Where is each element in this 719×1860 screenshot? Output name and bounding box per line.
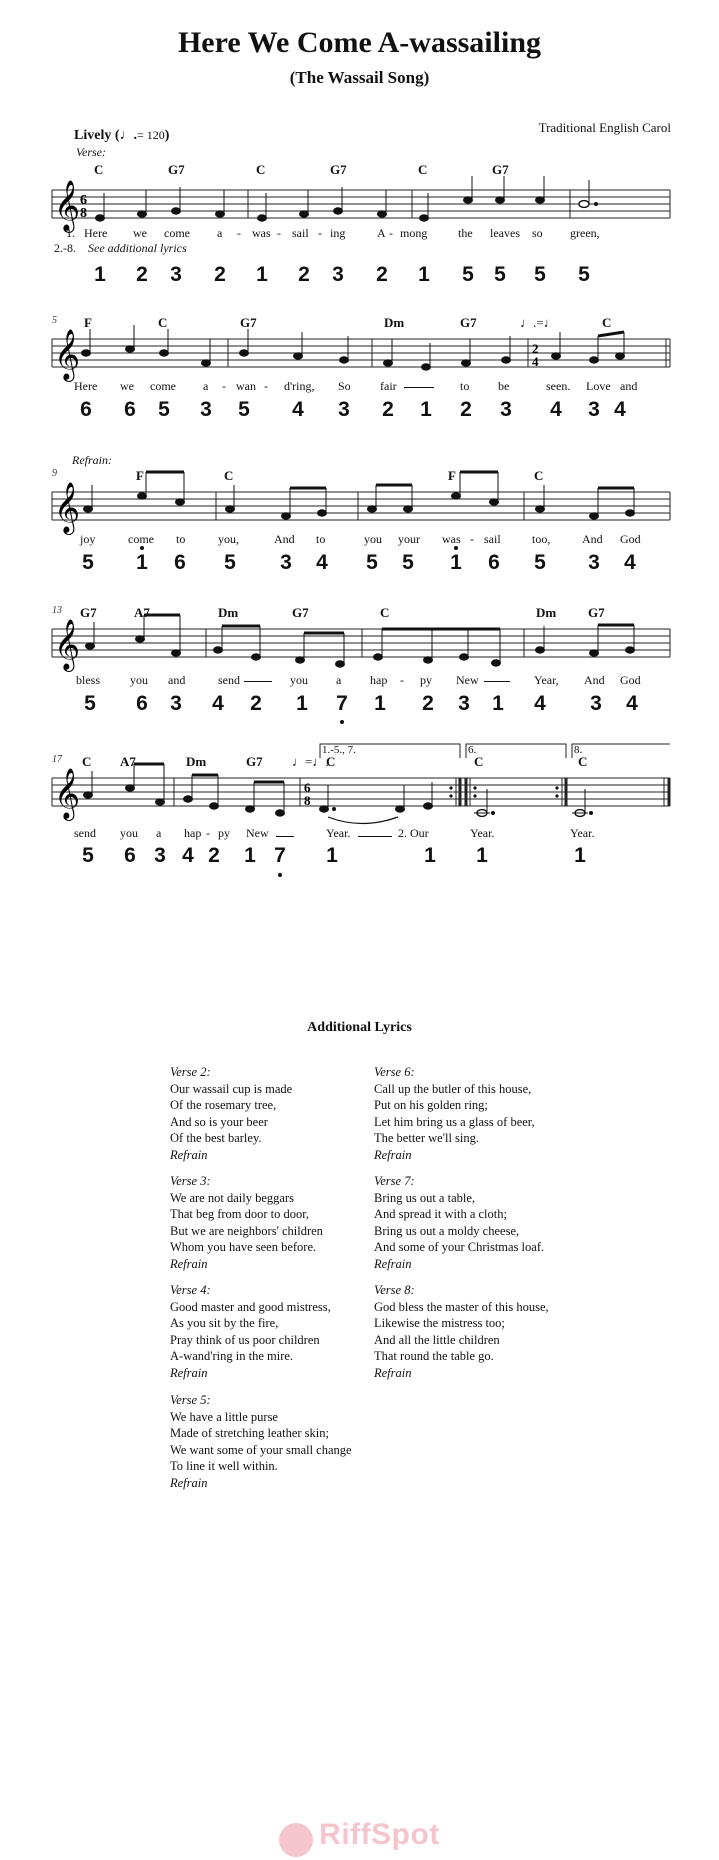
scale-degree: 2 (208, 844, 220, 867)
svg-text:𝄞: 𝄞 (54, 330, 81, 379)
lyric: And (582, 532, 603, 546)
scale-degree: 6 (124, 844, 136, 867)
staff-system-4 (0, 605, 719, 730)
lyric: hap (370, 673, 388, 687)
scale-degree: 1 (244, 844, 256, 867)
measure-number: 5 (52, 315, 57, 326)
verse-line: The better we'll sing. (374, 1131, 479, 1145)
scale-degree: 1 (420, 398, 432, 421)
lyric: you (130, 673, 148, 687)
scale-degree: 6 (124, 398, 136, 421)
lyric: you (364, 532, 382, 546)
lyric: so (532, 226, 543, 240)
scale-degree: 2 (422, 692, 434, 715)
scale-degree: 4 (316, 551, 328, 574)
lyric-hyphen: - (470, 532, 474, 546)
refrain-label: Refrain: (72, 453, 112, 467)
lyric: you (290, 673, 308, 687)
chord: C (474, 754, 484, 769)
verse-heading: Verse 4: (170, 1283, 211, 1297)
scale-degree: 1 (574, 844, 586, 867)
lyric: 2. Our (398, 826, 429, 840)
verse-heading: Verse 3: (170, 1174, 211, 1188)
scale-degree: 1 (374, 692, 386, 715)
chord: C (256, 162, 266, 177)
scale-degree: 1 (418, 263, 430, 286)
scale-degree: 5 (462, 263, 474, 286)
ending-bracket-label: 6. (468, 744, 477, 756)
lyric: bless (76, 673, 100, 687)
scale-degree: 2 (382, 398, 394, 421)
scale-degree: 3 (590, 692, 602, 715)
chord: C (578, 754, 588, 769)
additional-lyrics-heading: Additional Lyrics (307, 1020, 412, 1035)
lyric-hyphen: - (206, 826, 210, 840)
staff-system-1 (0, 160, 719, 300)
svg-text:𝄞: 𝄞 (54, 483, 81, 532)
chord: G7 (246, 754, 263, 769)
see-additional-lyrics: See additional lyrics (88, 241, 187, 255)
refrain-marker: Refrain (170, 1147, 208, 1162)
chord: G7 (588, 605, 605, 620)
scale-degree: 3 (280, 551, 292, 574)
lyric: come (150, 379, 176, 393)
verse-line: Our wassail cup is made (170, 1081, 293, 1096)
scale-degree: 3 (170, 692, 182, 715)
lyric: to (176, 532, 186, 546)
lyric: Here (84, 226, 108, 240)
scale-degree: 4 (182, 844, 194, 867)
scale-degree-high: 1 (136, 551, 148, 574)
verse-line: To line it well within. (170, 1459, 278, 1473)
tempo-value: = 120 (137, 128, 165, 142)
scale-degree-high: 1 (450, 551, 462, 574)
svg-text:2: 2 (532, 341, 539, 356)
scale-degree: 3 (588, 398, 600, 421)
scale-degree: 2 (298, 263, 310, 286)
scale-degree: 4 (614, 398, 626, 421)
measure-number: 9 (52, 468, 57, 479)
chord: C (380, 605, 390, 620)
ending-bracket-label: 8. (574, 744, 583, 756)
verse-block (170, 1064, 292, 1163)
guitar-pick-icon (279, 1823, 313, 1857)
chord: C (158, 315, 168, 330)
lyric: Year, (534, 673, 559, 687)
lyric: too, (532, 532, 551, 546)
scale-degree: 4 (550, 398, 562, 421)
lyric-hyphen: - (222, 379, 226, 393)
scale-degree: 4 (626, 692, 638, 715)
lyric: mong (400, 226, 428, 240)
page-subtitle: (The Wassail Song) (289, 68, 430, 87)
lyric: your (398, 532, 420, 546)
scale-degree: 5 (158, 398, 170, 421)
verse-number: 2.-8. (54, 241, 76, 255)
verse-line: As you sit by the fire, (170, 1316, 279, 1330)
scale-degree: 6 (136, 692, 148, 715)
scale-degree: 5 (578, 263, 590, 286)
verse-line: We have a little purse (170, 1409, 278, 1424)
verse-line: Made of stretching leather skin; (170, 1426, 329, 1440)
refrain-marker: Refrain (374, 1147, 412, 1162)
lyric-hyphen: - (237, 226, 241, 240)
scale-degree: 1 (492, 692, 504, 715)
verse-line: Put on his golden ring; (374, 1098, 488, 1112)
lyric: a (203, 379, 209, 393)
lyric: a (217, 226, 223, 240)
verse-line: That beg from door to door, (170, 1207, 310, 1221)
verse-block (374, 1173, 544, 1272)
svg-text:6: 6 (304, 780, 311, 795)
staff-system-3 (0, 468, 719, 588)
low-dots (0, 740, 719, 880)
svg-text:8: 8 (304, 793, 311, 808)
scale-degree: 2 (250, 692, 262, 715)
verse-line: That round the table go. (374, 1349, 494, 1363)
chord: C (94, 162, 104, 177)
lyric: d'ring, (284, 379, 315, 393)
refrain-marker: Refrain (374, 1365, 412, 1380)
chord: C (418, 162, 428, 177)
verse-line: We are not daily beggars (170, 1190, 294, 1205)
verse-label: Verse: (76, 145, 106, 159)
lyric: Year. (470, 826, 495, 840)
chord: G7 (492, 162, 509, 177)
scale-degree: 5 (494, 263, 506, 286)
high-dots (0, 468, 719, 588)
scale-degree: 5 (238, 398, 250, 421)
verse-line: Whom you have seen before. (170, 1240, 317, 1254)
lyric: you, (218, 532, 239, 546)
lyric: seen. (546, 379, 571, 393)
scale-degree: 5 (82, 844, 94, 867)
refrain-marker: Refrain (374, 1256, 412, 1271)
verse-line: Pray think of us poor children (170, 1332, 320, 1347)
refrain-marker: Refrain (170, 1365, 208, 1380)
verse-block (374, 1064, 535, 1163)
scale-degree: 5 (402, 551, 414, 574)
measure-number: 17 (52, 754, 62, 765)
chord: G7 (460, 315, 477, 330)
verse-line: We want some of your small change (170, 1442, 352, 1457)
scale-degree: 1 (476, 844, 488, 867)
svg-text:8: 8 (80, 206, 87, 221)
lyric: And (274, 532, 295, 546)
verse-line: Likewise the mistress too; (374, 1316, 505, 1330)
scale-degree: 1 (326, 844, 338, 867)
verse-line: And so is your beer (170, 1114, 268, 1129)
refrain-marker: Refrain (170, 1475, 208, 1490)
ending-bracket-label: 1.-5., 7. (322, 744, 356, 756)
chord: G7 (168, 162, 185, 177)
verse-block (170, 1173, 323, 1272)
verse-line: A-wand'ring in the mire. (170, 1349, 294, 1363)
chord: G7 (330, 162, 347, 177)
lyric-hyphen: - (277, 226, 281, 240)
lyric: New (456, 673, 479, 687)
verse-line: And some of your Christmas loaf. (374, 1240, 545, 1254)
lyric: was (252, 226, 271, 240)
scale-degree: 2 (214, 263, 226, 286)
lyric: green, (570, 226, 600, 240)
chord: C (534, 468, 544, 483)
svg-text:𝄞: 𝄞 (54, 769, 81, 818)
lyric: fair (380, 379, 397, 393)
svg-text:6: 6 (80, 193, 87, 208)
dotted-quarter-note-icon: ♩. (119, 128, 138, 143)
scale-degree: 4 (292, 398, 304, 421)
lyric: sail (484, 532, 501, 546)
lyric: to (460, 379, 470, 393)
measure-number: 13 (52, 605, 62, 616)
scale-degree: 6 (488, 551, 500, 574)
scale-degree: 6 (174, 551, 186, 574)
lyric: Love (586, 379, 611, 393)
scale-degree: 3 (154, 844, 166, 867)
verse-line: And spread it with a cloth; (374, 1207, 507, 1221)
chord: Dm (218, 605, 239, 620)
scale-degree: 3 (338, 398, 350, 421)
tempo-change-marking: ♩=♩. (292, 754, 329, 769)
scale-degree: 1 (256, 263, 268, 286)
scale-degree: 5 (224, 551, 236, 574)
lyric: be (498, 379, 510, 393)
lyric: wan (236, 379, 256, 393)
lyric: leaves (490, 226, 520, 240)
scale-degree: 1 (94, 263, 106, 286)
chord: Dm (384, 315, 405, 330)
verse-line: Bring us out a table, (374, 1190, 476, 1205)
lyric: we (133, 226, 147, 240)
lyric: send (74, 826, 96, 840)
lyric-hyphen: - (318, 226, 322, 240)
lyric: New (246, 826, 269, 840)
verse-line: But we are neighbors' children (170, 1223, 323, 1238)
verse-heading: Verse 2: (170, 1065, 211, 1079)
lyric: hap (184, 826, 202, 840)
verse-line: Let him bring us a glass of beer, (374, 1114, 535, 1129)
verse-line: And all the little children (374, 1332, 500, 1347)
chord: G7 (292, 605, 309, 620)
riffspot-logo[interactable] (0, 1818, 719, 1857)
lyric: and (168, 673, 186, 687)
lyric: God (620, 673, 641, 687)
chord: A7 (120, 754, 136, 769)
scale-degree: 4 (212, 692, 224, 715)
scale-degree: 4 (534, 692, 546, 715)
chord: C (602, 315, 612, 330)
chord: C (82, 754, 92, 769)
verse-block (374, 1282, 549, 1381)
lyric: the (458, 226, 473, 240)
chord: C (326, 754, 336, 769)
lyric: joy (80, 532, 96, 546)
chord: Dm (186, 754, 207, 769)
verse-line: Of the best barley. (170, 1131, 262, 1145)
lyric: a (156, 826, 162, 840)
scale-degree: 6 (80, 398, 92, 421)
tempo-marking: Lively (♩.= 120) (74, 128, 170, 143)
verse-line: Bring us out a moldy cheese, (374, 1223, 520, 1238)
verse-block (170, 1392, 352, 1491)
scale-degree: 4 (624, 551, 636, 574)
lyric: and (620, 379, 638, 393)
lyric: So (338, 379, 351, 393)
lyric: py (420, 673, 432, 687)
scale-degree: 5 (534, 551, 546, 574)
lyric: Here (74, 379, 98, 393)
lyric: py (218, 826, 230, 840)
chord: F (84, 315, 92, 330)
verse-heading: Verse 5: (170, 1393, 211, 1407)
lyric-hyphen: - (389, 226, 393, 240)
verse-line: God bless the master of this house, (374, 1299, 549, 1314)
lyric: A (377, 226, 386, 240)
lyric: to (316, 532, 326, 546)
lyric: And (584, 673, 605, 687)
verse-line: Call up the butler of this house, (374, 1081, 532, 1096)
scale-degree: 1 (424, 844, 436, 867)
scale-degree: 3 (458, 692, 470, 715)
staff-system-2 (0, 315, 719, 435)
scale-degree: 5 (84, 692, 96, 715)
lyric: Year. (570, 826, 595, 840)
verse-number: 1. (66, 226, 75, 240)
page-title: Here We Come A-wassailing (177, 26, 542, 59)
chord: G7 (80, 605, 97, 620)
scale-degree: 5 (534, 263, 546, 286)
chord: C (224, 468, 234, 483)
svg-text:4: 4 (532, 354, 539, 369)
lyric: come (164, 226, 190, 240)
scale-degree: 5 (82, 551, 94, 574)
verse-heading: Verse 7: (374, 1174, 415, 1188)
staff-system-5 (0, 740, 719, 880)
verse-block (170, 1282, 331, 1381)
scale-degree: 3 (500, 398, 512, 421)
brand-name: RiffSpot (319, 1818, 440, 1851)
svg-text:𝄞: 𝄞 (54, 620, 81, 669)
treble-clef-icon: 𝄞 (54, 181, 81, 230)
lyric: a (336, 673, 342, 687)
lyric: ing (330, 226, 346, 240)
scale-degree: 2 (136, 263, 148, 286)
scale-degree: 3 (588, 551, 600, 574)
lyric: sail (292, 226, 309, 240)
low-dots (0, 605, 719, 730)
verse-line: Good master and good mistress, (170, 1299, 331, 1314)
lyric-hyphen: - (264, 379, 268, 393)
scale-degree: 3 (170, 263, 182, 286)
tempo-label: Lively (74, 128, 112, 143)
verse-heading: Verse 6: (374, 1065, 415, 1079)
verse-heading: Verse 8: (374, 1283, 415, 1297)
lyric: Year. (326, 826, 351, 840)
chord: F (136, 468, 144, 483)
scale-degree: 3 (332, 263, 344, 286)
chord: G7 (240, 315, 257, 330)
lyric: send (218, 673, 240, 687)
scale-degree-low: 7 (274, 844, 286, 867)
refrain-marker: Refrain (170, 1256, 208, 1271)
composer-credit: Traditional English Carol (538, 120, 671, 135)
verse-line: Of the rosemary tree, (170, 1098, 277, 1112)
scale-degree-low: 7 (336, 692, 348, 715)
lyric: God (620, 532, 641, 546)
tempo-change-marking: ♩.=♩ (520, 315, 557, 330)
scale-degree: 5 (366, 551, 378, 574)
lyric: you (120, 826, 138, 840)
scale-degree: 2 (376, 263, 388, 286)
lyric: come (128, 532, 154, 546)
chord: F (448, 468, 456, 483)
lyric: we (120, 379, 134, 393)
chord: Dm (536, 605, 557, 620)
scale-degree: 3 (200, 398, 212, 421)
scale-degree: 2 (460, 398, 472, 421)
lyric: was (442, 532, 461, 546)
lyric-hyphen: - (400, 673, 404, 687)
chord: A7 (134, 605, 150, 620)
scale-degree: 1 (296, 692, 308, 715)
